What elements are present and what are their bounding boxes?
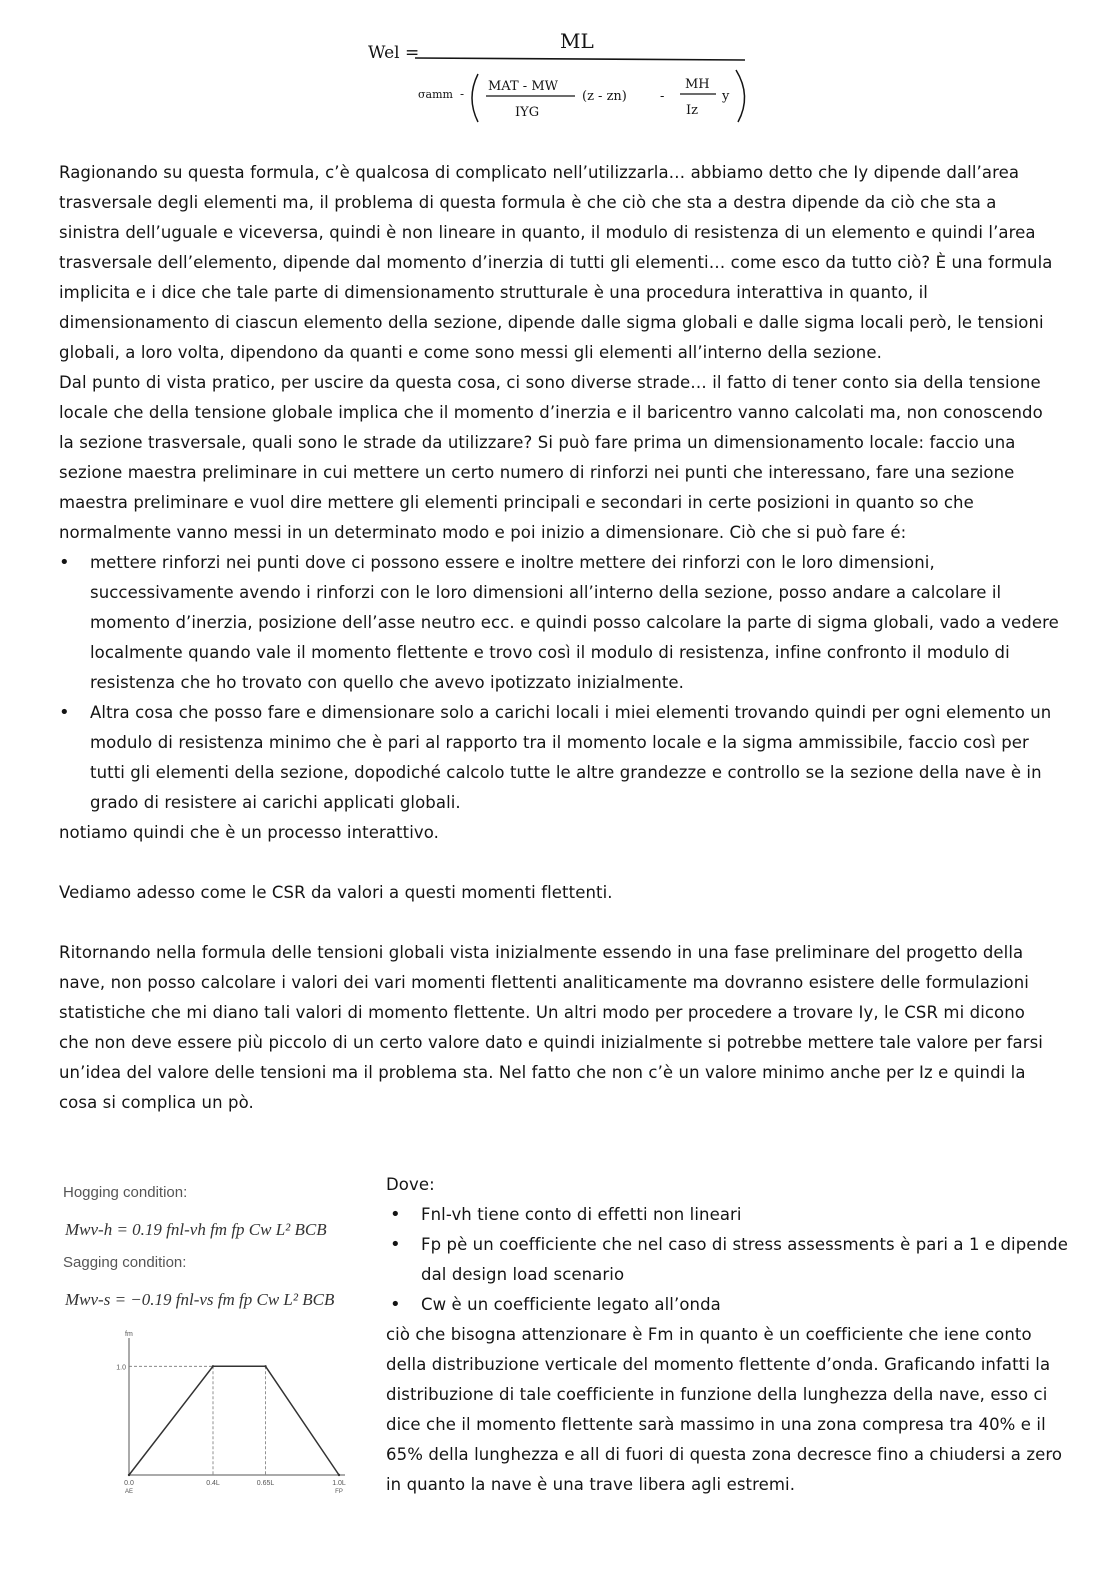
sagging-equation: Mwv-s = −0.19 fnl-vs fm fp Cw L² BCB [65, 1290, 335, 1309]
fm-data-point [264, 1365, 266, 1367]
list-item: • Cw è un coefficiente legato all’onda [386, 1290, 1076, 1320]
formula-lhs: Wel = [368, 43, 420, 63]
x-tick-label: 0.4L [206, 1480, 220, 1487]
main-text [59, 158, 1059, 1118]
paragraph: Dal punto di vista pratico, per uscire da questa cosa, ci sono diverse strade… il fatto di tener conto sia della tensione locale che della tensione globale implica che il momento d’inerzia e il baricentro vanno calcolati ma, non conoscendo la sezione trasversale, quali sono le strade da utilizzare? Si può fare prima un dimensionamento locale: faccio una sezione maestra preliminare in cui mettere un certo numero di rinforzi nei punti che interessano, fare una sezione maestra preliminare e vuol dire mettere gli elementi principali e secondari in certe posizioni in quanto so che normalmente vanno messi in un determinato modo e poi inizio a dimensionare. Ciò che si può fare é: [59, 373, 1043, 542]
fm-data-point [212, 1365, 214, 1367]
right-column-text [386, 1170, 1076, 1500]
sagging-label: Sagging condition: [63, 1254, 187, 1271]
section-modulus-formula [360, 18, 780, 133]
bullet-list [59, 548, 1059, 818]
list-item: • Fp pè un coefficiente che nel caso di stress assessments è pari a 1 e dipende dal design load scenario [386, 1230, 1076, 1290]
hogging-label: Hogging condition: [63, 1184, 188, 1201]
fm-data-point [128, 1474, 130, 1476]
y-axis-label: fm [125, 1331, 133, 1338]
paragraph: Ritornando nella formula delle tensioni globali vista inizialmente essendo in una fase preliminare del progetto della nave, non posso calcolare i valori dei vari momenti flettenti analiticamente ma dovranno esistere delle formulazioni statistiche che mi diano tali valori di momento flettente. Un altri modo per procedere a trovare Iy, le CSR mi dicono che non deve essere più piccolo di un certo valore dato e quindi inizialmente si potrebbe mettere tale valore per farsi un’idea del valore delle tensioni ma il problema sta. Nel fatto che non c’è un valore minimo anche per Iz e quindi la cosa si complica un pò. [59, 943, 1043, 1112]
paragraph: Vediamo adesso come le CSR da valori a questi momenti flettenti. [59, 883, 613, 902]
list-item: • Altra cosa che posso fare e dimensionare solo a carichi locali i miei elementi trovando quindi per ogni elemento un modulo di resistenza minimo che è pari al rapporto tra il momento locale e la sigma ammissibile, faccio così per tutti gli elementi della sezione, dopodiché calcolo tutte le altre grandezze e controllo se la sezione della nave è in grado di resistere ai carichi applicati globali. [59, 698, 1059, 818]
fm-distribution-chart [109, 1330, 359, 1500]
formula-z: (z - zn) [582, 89, 627, 104]
open-paren [472, 74, 478, 122]
dove-label: Dove: [386, 1175, 435, 1194]
list-item: • mettere rinforzi nei punti dove ci possono essere e inoltre mettere dei rinforzi con le loro dimensioni, successivamente avendo i rinforzi con le loro dimensioni all’interno della sezione, posso andare a calcolare il momento d’inerzia, posizione dell’asse neutro ecc. e quindi posso calcolare la parte di sigma globali, vado a vedere localmente quando vale il momento flettente e trovo così il modulo di resistenza, infine confronto il modulo di resistenza che ho trovato con quello che avevo ipotizzato inizialmente. [59, 548, 1059, 698]
fraction-bar [415, 58, 745, 60]
x-tick-sublabel: FP [335, 1489, 343, 1495]
paragraph: Ragionando su questa formula, c’è qualcosa di complicato nell’utilizzarla… abbiamo detto che Iy dipende dall’area trasversale degli elementi ma, il problema di questa formula è che ciò che sta a destra dipende da ciò che sta a sinistra dell’uguale e viceversa, quindi è non lineare in quanto, il modulo di resistenza di un elemento e quindi l’area trasversale dell’elemento, dipende dal momento d’inerzia di tutti gli elementi… come esco da tutto ciò? È una formula implicita e i dice che tale parte di dimensionamento strutturale è una procedura interattiva in quanto, il dimensionamento di ciascun elemento della sezione, dipende dalle sigma globali e dalle sigma locali però, le tensioni globali, a loro volta, dipendono da quanti e come sono messi gli elementi all’interno della sezione. [59, 163, 1053, 362]
svg-text:-: - [660, 89, 665, 104]
fm-series-line [129, 1366, 339, 1475]
formula-iz: Iz [686, 103, 698, 118]
hogging-equation: Mwv-h = 0.19 fnl-vh fm fp Cw L² BCB [65, 1220, 327, 1239]
fm-data-point [338, 1474, 340, 1476]
formula-sigma: σamm [418, 88, 453, 101]
formula-mh: MH [685, 77, 710, 92]
formula-mat-mw: MAT - MW [488, 79, 558, 94]
y-tick-label: 1.0 [116, 1364, 126, 1372]
list-item: • Fnl-vh tiene conto di effetti non lineari [386, 1200, 1076, 1230]
x-tick-label: 0.0 [124, 1480, 134, 1487]
paragraph: notiamo quindi che è un processo interattivo. [59, 823, 440, 842]
formula-iyg: IYG [515, 105, 540, 120]
formula-y: y [722, 89, 730, 104]
bending-moment-figure [59, 1180, 369, 1510]
paragraph: ciò che bisogna attenzionare è Fm in quanto è un coefficiente che iene conto della distribuzione verticale del momento flettente d’onda. Graficando infatti la distribuzione di tale coefficiente in funzione della lunghezza della nave, esso ci dice che il momento flettente sarà massimo in una zona compresa tra 40% e il 65% della lunghezza e all di fuori di questa zona decresce fino a chiudersi a zero in quanto la nave è una trave libera agli estremi. [386, 1325, 1063, 1494]
x-tick-label: 1.0L [332, 1480, 346, 1487]
formula-drawing [360, 18, 780, 133]
svg-text:-: - [460, 87, 465, 101]
x-tick-sublabel: AE [124, 1489, 134, 1495]
x-tick-label: 0.65L [256, 1480, 275, 1487]
formula-numerator: ML [560, 29, 594, 53]
close-paren [736, 70, 745, 122]
coefficient-list [386, 1200, 1076, 1320]
